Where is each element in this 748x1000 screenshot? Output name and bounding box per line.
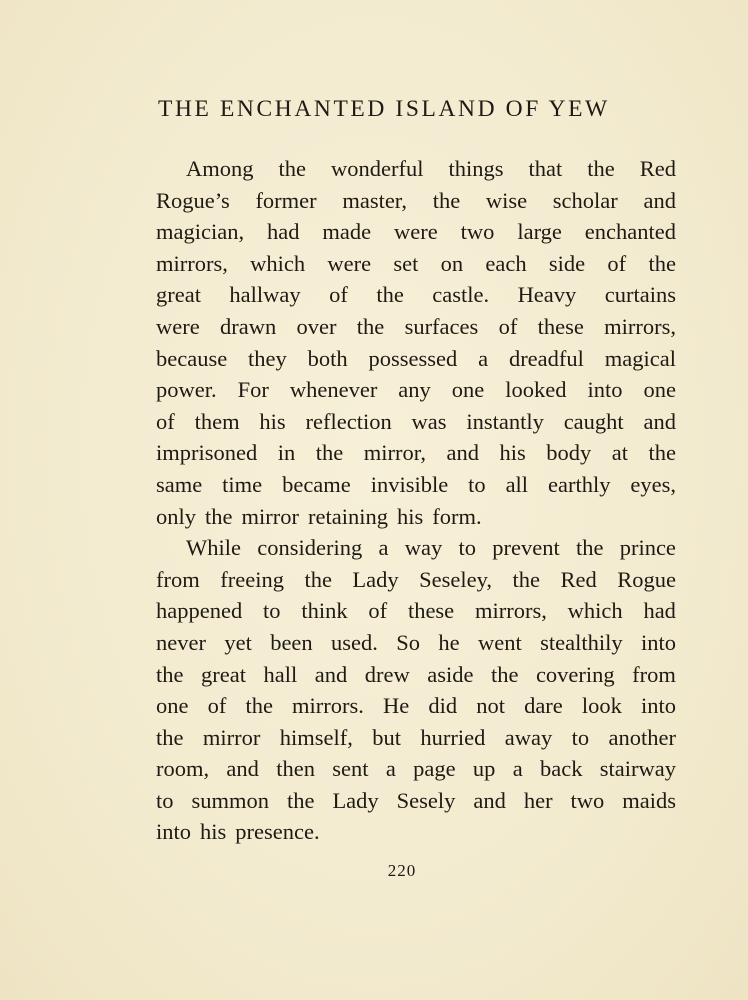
- text-line: great hallway of the castle. Heavy curtains: [156, 282, 676, 308]
- running-head: THE ENCHANTED ISLAND OF YEW: [158, 96, 610, 122]
- text-line: same time became invisible to all earthly eyes,: [156, 471, 676, 497]
- text-line: magician, had made were two large enchanted: [156, 219, 676, 245]
- text-line: room, and then sent a page up a back stairway: [156, 756, 676, 782]
- paragraph: [156, 532, 676, 848]
- text-line: were drawn over the surfaces of these mirrors,: [156, 313, 676, 339]
- text-line: Among the wonderful things that the Red: [186, 156, 676, 181]
- text-line: the great hall and drew aside the covering from: [156, 661, 676, 687]
- text-line: from freeing the Lady Seseley, the Red Rogue: [156, 566, 676, 592]
- text-line: one of the mirrors. He did not dare look into: [156, 693, 676, 719]
- text-line: never yet been used. So he went stealthily into: [156, 629, 676, 655]
- text-line: of them his reflection was instantly caught and: [156, 408, 676, 434]
- page-number: 220: [387, 861, 417, 880]
- text-line: only the mirror retaining his form.: [156, 503, 482, 529]
- text-line: Rogue’s former master, the wise scholar and: [156, 187, 676, 213]
- text-line: power. For whenever any one looked into one: [156, 377, 676, 403]
- text-line: into his presence.: [156, 819, 320, 845]
- paragraph: [156, 153, 676, 532]
- text-line: happened to think of these mirrors, which had: [156, 598, 676, 624]
- body-text: [156, 153, 676, 848]
- text-line: While considering a way to prevent the prince: [186, 535, 676, 561]
- text-line: the mirror himself, but hurried away to another: [156, 724, 676, 750]
- text-line: imprisoned in the mirror, and his body at the: [156, 440, 676, 466]
- text-line: because they both possessed a dreadful magical: [156, 345, 676, 371]
- text-line: mirrors, which were set on each side of the: [156, 250, 676, 276]
- text-line: to summon the Lady Sesely and her two maids: [156, 787, 676, 813]
